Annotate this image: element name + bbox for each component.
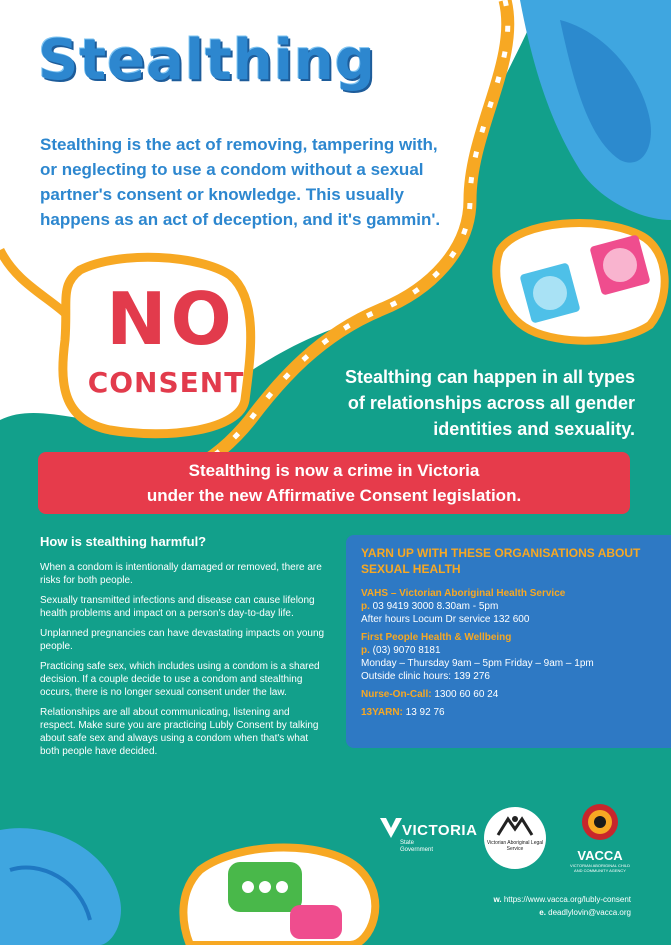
nurse-on-call-line [361, 688, 671, 701]
vacca-emblem-icon [581, 803, 619, 841]
fph-phone-line [361, 644, 671, 657]
vahs-phone-label: p. [361, 601, 370, 612]
crime-banner-line2: under the new Affirmative Consent legislation. [146, 486, 522, 505]
vals-emblem-icon [484, 807, 546, 841]
vals-logo [484, 807, 546, 869]
relationships-text: Stealthing can happen in all types of relationships across all gender identities and sexuality. [344, 367, 635, 439]
website-line [493, 893, 631, 906]
harmful-heading: How is stealthing harmful? [40, 534, 207, 549]
website-link[interactable]: https://www.vacca.org/lubly-consent [503, 895, 631, 904]
email-label: e. [539, 908, 546, 917]
organisations-heading: YARN UP WITH THESE ORGANISATIONS ABOUT SEXUAL HEALTH [361, 546, 641, 576]
fph-hours: Monday – Thursday 9am – 5pm Friday – 9am – 1pm [361, 658, 594, 669]
13yarn-line [361, 706, 671, 719]
contact-info [493, 893, 631, 919]
victoria-logo-text: VICTORIA [402, 822, 478, 839]
victoria-check-icon [380, 818, 402, 838]
email-line [493, 906, 631, 919]
vacca-logo [570, 803, 630, 873]
victoria-logo-sub1: State [400, 840, 415, 846]
harmful-paragraph: Practicing safe sex, which includes using a condom is a shared decision. If a couple decide to use a condom and stealthing occurs, there is no longer sexual consent under the law. [40, 661, 320, 698]
13yarn-phone[interactable]: 13 92 76 [405, 707, 445, 718]
vacca-logo-sub: VICTORIAN ABORIGINAL CHILD AND COMMUNITY AGENCY [570, 863, 631, 873]
crime-banner [38, 452, 630, 514]
vacca-logo-text: VACCA [577, 848, 623, 863]
harmful-paragraph: Unplanned pregnancies can have devastating impacts on young people. [40, 628, 325, 652]
vahs-phone[interactable]: 03 9419 3000 8.30am - 5pm [372, 601, 499, 612]
harmful-paragraph: Sexually transmitted infections and disease can cause lifelong health problems and impact on a person's day-to-day life. [40, 595, 315, 619]
victoria-government-logo [380, 818, 477, 854]
page-title: Stealthing [38, 28, 376, 93]
harmful-paragraph: Relationships are all about communicating, listening and respect. Make sure you are practicing Lubly Consent by talking about safe sex and always using a condom when that's what both people have decided. [40, 707, 319, 757]
fph-phone[interactable]: (03) 9070 8181 [372, 645, 441, 656]
nurse-on-call-label: Nurse-On-Call: [361, 689, 432, 700]
organisations-panel [346, 535, 671, 748]
13yarn-label: 13YARN: [361, 707, 403, 718]
email-link[interactable]: deadlylovin@vacca.org [548, 908, 631, 917]
crime-banner-line1: Stealthing is now a crime in Victoria [188, 461, 480, 480]
nurse-on-call-phone[interactable]: 1300 60 60 24 [434, 689, 499, 700]
intro-text: Stealthing is the act of removing, tampering with, or neglecting to use a condom without a sexual partner's consent or knowledge. This usually happens as an act of deception, and it's gammin'. [40, 135, 441, 229]
vals-logo-text: Victorian Aboriginal Legal Service [486, 840, 544, 852]
no-consent-badge-no: NO [106, 277, 236, 361]
victoria-logo-sub2: Government [400, 847, 434, 853]
website-label: w. [493, 895, 502, 904]
harmful-paragraph: When a condom is intentionally damaged or removed, there are risks for both people. [40, 562, 322, 586]
fph-name: First People Health & Wellbeing [361, 632, 512, 643]
vahs-after-hours: After hours Locum Dr service 132 600 [361, 614, 530, 625]
vahs-name: VAHS – Victorian Aboriginal Health Service [361, 588, 566, 599]
vahs-phone-line [361, 600, 671, 613]
no-consent-badge-consent: CONSENT [87, 366, 245, 399]
fph-outside-hours: Outside clinic hours: 139 276 [361, 671, 490, 682]
harmful-section [40, 534, 325, 765]
fph-phone-label: p. [361, 645, 370, 656]
